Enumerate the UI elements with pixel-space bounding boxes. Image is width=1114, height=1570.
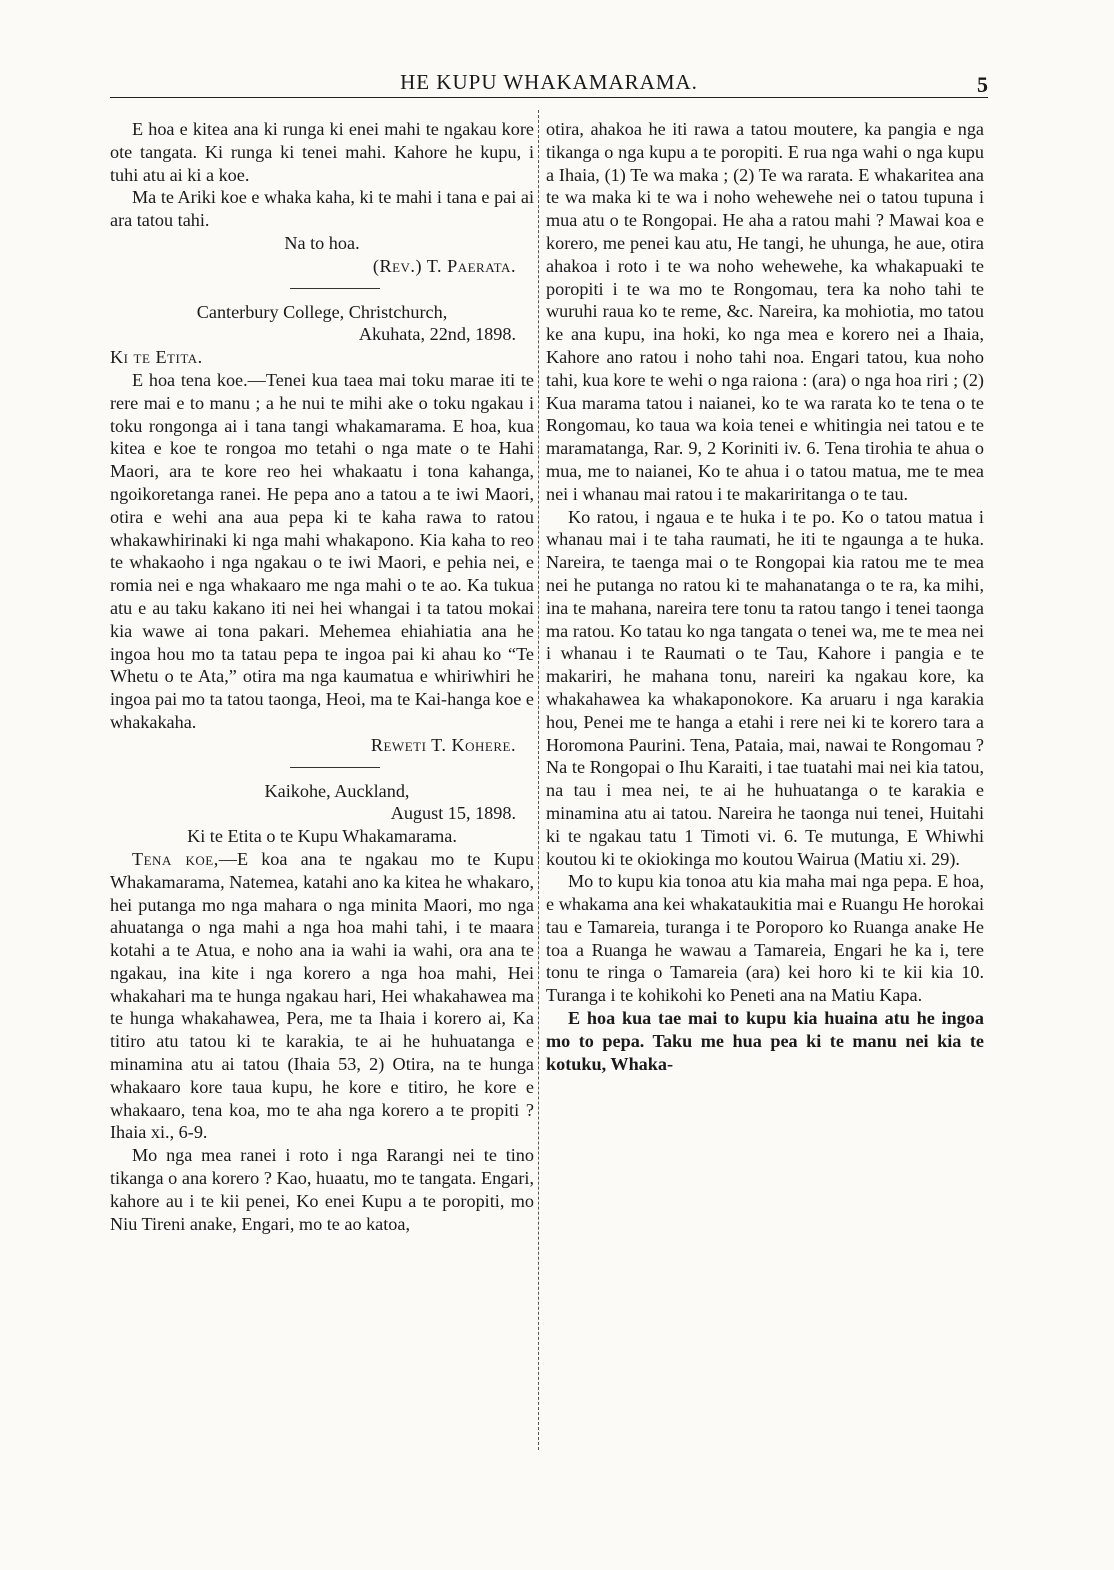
letter3-body-3: otira, ahakoa he iti rawa a tatou moutere, ka pangia e nga tikanga o nga kupu a te poropiti. E rua nga wahi o nga kupu a Ihaia, (1) Te wa maka ; (2) Te wa rarata. E whakaritea ana te wa maka ki te wa i noho wehewehe nei o tatou tupuna i mua atu o te Rongopai. He aha a ratou mahi ? Mawai koa e korero, me penei kau atu, He tangi, he uhunga, he aue, otira ahakoa i roto i te wa noho wehewehe, ka whakapuaki te poropiti i te wa mo te Rongomau, tera ka noho tahi te wuruhi raua ko te reme, &c. Nareira, ka mohiotia, mo tatou ke ana kupu, ina hoki, ko nga mea e korero nei a Ihaia, Kahore ano ratou i noho tahi noa. Engari tatou, kua noho tahi, kua kore te wehi o nga raiona : (ara) o nga hoa riri ; (2) Kua marama tatou i naianei, ko te wa rarata ko te tena o te Rongomau, ko taua wa koia tenei e whitingia nei tatou e te maramatanga, Rar. 9, 2 Koriniti iv. 6. Tena tirohia te ahua o mua, me to naianei, Ko te ahua i o tatou matua, me te mea nei i whanau mai ratou i te makariritanga o te tau. <box>546 119 984 504</box>
letter3-body-1-text: —E koa ana te ngakau mo te Kupu Whakamarama, Natemea, katahi ano ka kitea he whakaro, hei putanga mo nga mahara o nga minita Maori, mo nga ahuatanga o nga mahi a nga hoa mahi tahi, i te maara kotahi a te Atua, e noho ana ia wahi ia wahi, ora ana te ngakau, ina kite i nga korero a nga hoa mahi, Hei whakahari ma te hunga ngakau hari, Hei whakahawea ma te hunga whakahawea, Pera, me ta Ihaia i korero ai, Ka titiro atu tatou ki te karakia, te ai he huhuatanga e minamina atu ai tatou (Ihaia 53, 2) Otira, na te hunga whakaaro kore taua kupu, he kore e titiro, he kore e whakaaro, tena koa, mo te aha nga korero a te propiti ? Ihaia xi., 6-9. <box>110 848 534 1143</box>
letter3-place: Kaikohe, Auckland, <box>264 780 410 801</box>
column-divider <box>538 110 539 1450</box>
letter1-signature: (Rev.) T. Paerata. <box>372 255 516 276</box>
page-number: 5 <box>977 72 988 97</box>
letter3-addressee: Ki te Etita o te Kupu Whakamarama. <box>187 826 457 847</box>
letter3-body-6: E hoa kua tae mai to kupu kia huaina atu he ingoa mo to pepa. Taku me hua pea ki te manu nei kia te kotuku, Whaka- <box>546 1008 984 1074</box>
letter2-addressee: Ki te Etita. <box>110 347 203 368</box>
salutation: Tena koe, <box>132 848 219 869</box>
header-rule <box>110 97 988 98</box>
letter3-body-2: Mo nga mea ranei i roto i nga Rarangi nei te tino tikanga o ana korero ? Kao, huaatu, mo te tangata. Engari, kahore au i te kii penei, Ko enei Kupu a te poropiti, mo Niu Tireni anake, Engari, mo te ao katoa, <box>110 1145 534 1234</box>
letter3-body-4: Ko ratou, i ngaua e te huka i te po. Ko o tatou matua i whanau mai i te taha raumati, he iti te ngaunga a te huka. Nareira, te taenga mai o te Rongopai kia ratou me te mea nei he putanga no ratou ki te mahanatanga o te ra, ka mihi, ina te mahana, nareira tere tonu ta ratou tango i tenei taonga ma ratou. Ko tatau ko nga tangata o tenei wa, me te mea nei i whanau i te Raumati o te Tau, Kahore i pangia e te makariri, he mahana tonu, nareiri ka ngakau kore, ka whakahawea ka whakaponokore. Ka aruaru i nga karakia hou, Penei me te hanga a etahi i rere nei ki te korero tara a Horomona Paurini. Tena, Pataia, mai, nawai te Rongomau ? Na te Rongopai o Ihu Karaiti, i tae tuatahi mai nei kia tatou, na tau i mea nei, te ai he huhuatanga o te karakia e minamina atu ai tatou. Nareira he taonga nui tenei, Huitahi ki te ngakau tatu 1 Timoti vi. 6. Te mutunga, E Whiwhi koutou ki te okiokinga mo koutou Wairua (Matiu xi. 29). <box>546 506 984 869</box>
letter2-place: Canterbury College, Christchurch, <box>196 301 448 322</box>
running-title: HE KUPU WHAKAMARAMA. <box>400 70 698 94</box>
letter2-body: E hoa tena koe.—Tenei kua taea mai toku marae iti te rere mai e to manu ; a he nui te mihi ake o toku ngakau i toku rongonga ai i tana tangi whakamarama. E hoa, kua kitea e koe te rongoa mo tetahi o nga mate o te Hahi Maori, ara te kore reo hei whakaatu i tona kahanga, ngoikoretanga ranei. He pepa ano a tatou a te iwi Maori, otira e wehi ana aua pepa ki te kaha rawa to ratou whakawhirinaki ki nga mahi whakapono. Kia kaha to reo te whakaoho i nga ngakau o te iwi Maori, e pehia nei, e romia nei e nga whakaaro me nga mahi o te ao. Ka tukua atu e au taku kakano iti nei hei whangai i ta tatou mokai kia wawe ai tona pakari. Mehemea ehiahiatia ana he ingoa hou mo ta tatau pepa te ingoa pai ki ahau ko “Te Whetu o te Ata,” otira ma nga kaumatua e whiriwhiri he ingoa pai mo ta tatou taonga, Heoi, ma te Kai-hanga koe e whakakaha. <box>110 369 534 732</box>
separator-rule <box>290 767 380 768</box>
letter1-paragraph-2: Ma te Ariki koe e whaka kaha, ki te mahi i tana e pai ai ara tatou tahi. <box>110 187 534 231</box>
left-column <box>110 118 534 1235</box>
letter1-closing: Na to hoa. <box>284 232 360 253</box>
right-column <box>546 118 984 1075</box>
page-header <box>110 70 988 102</box>
letter3-date: August 15, 1898. <box>390 803 516 824</box>
letter3-body-5: Mo to kupu kia tonoa atu kia maha mai nga pepa. E hoa, e whakama ana kei whakataukitia mai e Ruangu He horokai tau e Tamareia, turanga i te Poroporo ko Ruanga anake He toa a Ruanga he wawau a Tamareia, Engari he ka i, tere tonu te ringa o Tamareia (ara) kei horo ki te kii kia 10. Turanga i te kohikohi ko Peneti ana na Matiu Kapa. <box>546 871 984 1006</box>
separator-rule <box>290 288 380 289</box>
letter3-body-1 <box>110 848 534 1144</box>
letter1-paragraph-1: E hoa e kitea ana ki runga ki enei mahi te ngakau kore ote tangata. Ki runga ki tenei mahi. Kahore he kupu, i tuhi atu ai ki a koe. <box>110 119 534 185</box>
letter2-signature: Reweti T. Kohere. <box>370 734 516 755</box>
letter2-date: Akuhata, 22nd, 1898. <box>358 324 516 345</box>
